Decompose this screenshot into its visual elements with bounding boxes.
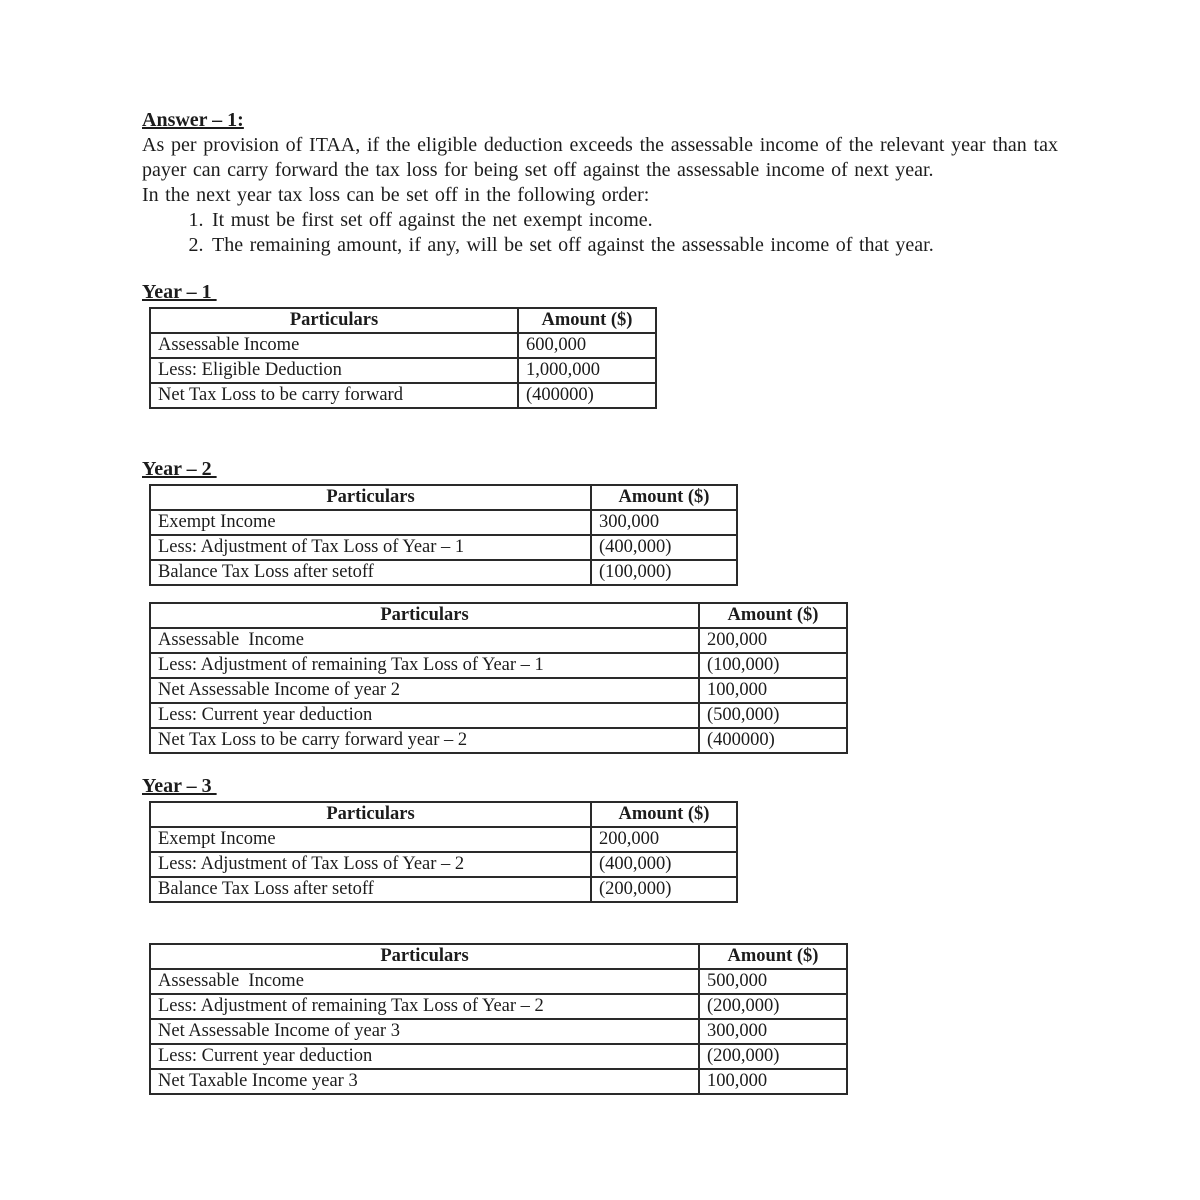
table-header-amount: Amount ($) xyxy=(591,802,737,827)
amount-cell: (400000) xyxy=(699,728,847,753)
particulars-cell: Assessable Income xyxy=(150,969,699,994)
particulars-cell: Net Assessable Income of year 3 xyxy=(150,1019,699,1044)
year-1-heading: Year – 1 xyxy=(142,281,217,303)
table-header-row xyxy=(150,485,737,510)
setoff-order-item-1: 1. It must be first set off against the net exempt income. xyxy=(210,208,1058,233)
amount-cell: (200,000) xyxy=(699,1044,847,1069)
amount-cell: 100,000 xyxy=(699,678,847,703)
amount-cell: 300,000 xyxy=(699,1019,847,1044)
particulars-cell: Less: Adjustment of Tax Loss of Year – 2 xyxy=(150,852,591,877)
table-row xyxy=(150,969,847,994)
table-header-amount: Amount ($) xyxy=(591,485,737,510)
table-row xyxy=(150,852,737,877)
particulars-cell: Net Tax Loss to be carry forward xyxy=(150,383,518,408)
table-header-row xyxy=(150,802,737,827)
particulars-cell: Assessable Income xyxy=(150,628,699,653)
setoff-order-item-2: 2. The remaining amount, if any, will be set off against the assessable income of that year. xyxy=(210,233,1058,258)
amount-cell: 200,000 xyxy=(699,628,847,653)
table-row xyxy=(150,994,847,1019)
year-1-table xyxy=(149,307,657,409)
particulars-cell: Less: Current year deduction xyxy=(150,703,699,728)
amount-cell: 100,000 xyxy=(699,1069,847,1094)
amount-cell: (500,000) xyxy=(699,703,847,728)
table-header-amount: Amount ($) xyxy=(699,603,847,628)
amount-cell: (400,000) xyxy=(591,535,737,560)
amount-cell: 1,000,000 xyxy=(518,358,656,383)
table-row xyxy=(150,703,847,728)
table-row xyxy=(150,560,737,585)
particulars-cell: Exempt Income xyxy=(150,510,591,535)
particulars-cell: Less: Adjustment of remaining Tax Loss of Year – 2 xyxy=(150,994,699,1019)
table-row xyxy=(150,535,737,560)
setoff-order-intro: In the next year tax loss can be set off in the following order: xyxy=(142,184,650,206)
table-row xyxy=(150,877,737,902)
year-3-assessable-income-table xyxy=(149,943,848,1095)
table-header-amount: Amount ($) xyxy=(518,308,656,333)
particulars-cell: Less: Adjustment of Tax Loss of Year – 1 xyxy=(150,535,591,560)
table-header-particulars: Particulars xyxy=(150,802,591,827)
table-row xyxy=(150,653,847,678)
year-2-exempt-income-table xyxy=(149,484,738,586)
amount-cell: 300,000 xyxy=(591,510,737,535)
table-header-particulars: Particulars xyxy=(150,944,699,969)
table-row xyxy=(150,383,656,408)
table-header-particulars: Particulars xyxy=(150,485,591,510)
setoff-order-list xyxy=(142,208,1058,258)
amount-cell: (400000) xyxy=(518,383,656,408)
table-header-row xyxy=(150,308,656,333)
table-row xyxy=(150,333,656,358)
particulars-cell: Less: Current year deduction xyxy=(150,1044,699,1069)
year-3-exempt-income-table xyxy=(149,801,738,903)
table-row xyxy=(150,358,656,383)
particulars-cell: Less: Adjustment of remaining Tax Loss of Year – 1 xyxy=(150,653,699,678)
amount-cell: (100,000) xyxy=(591,560,737,585)
particulars-cell: Balance Tax Loss after setoff xyxy=(150,560,591,585)
particulars-cell: Less: Eligible Deduction xyxy=(150,358,518,383)
table-row xyxy=(150,728,847,753)
amount-cell: 500,000 xyxy=(699,969,847,994)
year-2-assessable-income-table xyxy=(149,602,848,754)
amount-cell: (200,000) xyxy=(699,994,847,1019)
amount-cell: (100,000) xyxy=(699,653,847,678)
table-row xyxy=(150,510,737,535)
table-row xyxy=(150,1069,847,1094)
table-header-row xyxy=(150,944,847,969)
particulars-cell: Exempt Income xyxy=(150,827,591,852)
year-3-heading: Year – 3 xyxy=(142,775,217,797)
particulars-cell: Balance Tax Loss after setoff xyxy=(150,877,591,902)
table-header-particulars: Particulars xyxy=(150,308,518,333)
table-row xyxy=(150,1019,847,1044)
table-row xyxy=(150,678,847,703)
amount-cell: (400,000) xyxy=(591,852,737,877)
particulars-cell: Net Tax Loss to be carry forward year – 2 xyxy=(150,728,699,753)
amount-cell: 200,000 xyxy=(591,827,737,852)
intro-paragraph: As per provision of ITAA, if the eligible deduction exceeds the assessable income of the relevant year than tax payer can carry forward the tax loss for being set off against the assessable income of next year. xyxy=(142,134,1058,181)
year-2-heading: Year – 2 xyxy=(142,458,217,480)
particulars-cell: Net Assessable Income of year 2 xyxy=(150,678,699,703)
table-header-row xyxy=(150,603,847,628)
table-row xyxy=(150,827,737,852)
answer-heading: Answer – 1: xyxy=(142,109,244,131)
table-row xyxy=(150,1044,847,1069)
table-header-amount: Amount ($) xyxy=(699,944,847,969)
particulars-cell: Assessable Income xyxy=(150,333,518,358)
table-row xyxy=(150,628,847,653)
particulars-cell: Net Taxable Income year 3 xyxy=(150,1069,699,1094)
amount-cell: (200,000) xyxy=(591,877,737,902)
amount-cell: 600,000 xyxy=(518,333,656,358)
table-header-particulars: Particulars xyxy=(150,603,699,628)
